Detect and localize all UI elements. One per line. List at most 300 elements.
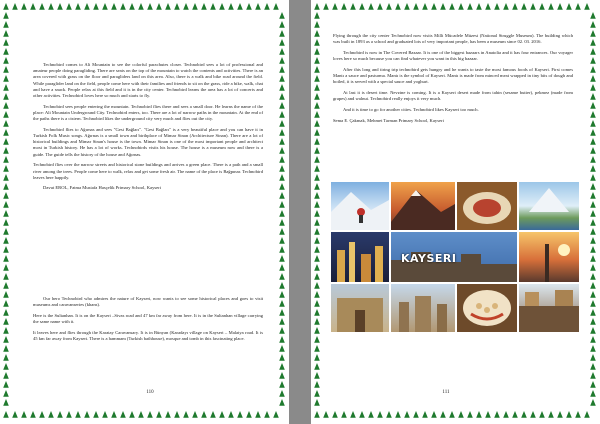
tree-ornament — [590, 165, 596, 172]
tree-ornament — [314, 147, 320, 154]
tree-ornament — [590, 363, 596, 370]
tree-ornament — [237, 411, 243, 418]
tree-ornament — [279, 165, 285, 172]
tree-ornament — [279, 75, 285, 82]
photo-ruins — [391, 284, 455, 332]
tree-ornament — [590, 120, 596, 127]
tree-ornament — [314, 372, 320, 379]
tree-ornament — [279, 138, 285, 145]
tree-ornament — [314, 264, 320, 271]
tree-ornament — [590, 174, 596, 181]
tree-ornament — [314, 156, 320, 163]
tree-ornament — [314, 237, 320, 244]
tree-ornament — [584, 3, 590, 10]
tree-ornament — [183, 411, 189, 418]
tree-ornament — [590, 48, 596, 55]
tree-ornament — [314, 219, 320, 226]
tree-ornament — [279, 210, 285, 217]
tree-ornament — [201, 3, 207, 10]
tree-ornament — [66, 411, 72, 418]
tree-ornament — [431, 411, 437, 418]
tree-ornament — [512, 3, 518, 10]
tree-ornament — [350, 411, 356, 418]
tree-ornament — [3, 84, 9, 91]
tree-ornament — [3, 48, 9, 55]
tree-ornament — [539, 411, 545, 418]
tree-ornament — [279, 336, 285, 343]
tree-ornament — [314, 345, 320, 352]
tree-ornament — [359, 3, 365, 10]
tree-ornament — [279, 174, 285, 181]
tree-ornament — [449, 3, 455, 10]
tree-ornament — [314, 120, 320, 127]
tree-ornament — [590, 264, 596, 271]
tree-ornament — [350, 3, 356, 10]
tree-ornament — [314, 183, 320, 190]
tree-ornament — [111, 3, 117, 10]
tree-ornament — [66, 3, 72, 10]
tree-ornament — [279, 237, 285, 244]
paragraph: Here is the Sultanhan. It is on the Kayseri –Sivas road and 47 km far away from here. It is in the Sultanhan village carrying the same name with it. — [33, 312, 263, 325]
tree-ornament — [279, 84, 285, 91]
tree-ornament — [314, 165, 320, 172]
kayseri-photo-collage — [331, 182, 579, 332]
tree-ornament — [102, 3, 108, 10]
tree-ornament — [590, 291, 596, 298]
tree-ornament — [93, 411, 99, 418]
tree-ornament — [30, 411, 36, 418]
tree-ornament — [314, 282, 320, 289]
tree-ornament — [314, 381, 320, 388]
tree-ornament — [138, 3, 144, 10]
tree-ornament — [255, 411, 261, 418]
tree-ornament — [279, 201, 285, 208]
left-page-lower-text — [33, 296, 263, 347]
tree-ornament — [147, 3, 153, 10]
tree-ornament — [548, 3, 554, 10]
tree-ornament — [228, 3, 234, 10]
tree-ornament — [264, 411, 270, 418]
page-number: 110 — [146, 390, 154, 395]
tree-ornament — [3, 75, 9, 82]
tree-ornament — [279, 120, 285, 127]
tree-ornament — [279, 291, 285, 298]
tree-ornament — [201, 411, 207, 418]
tree-ornament — [314, 84, 320, 91]
tree-ornament — [503, 3, 509, 10]
tree-ornament — [279, 219, 285, 226]
tree-ornament — [147, 411, 153, 418]
tree-ornament — [368, 3, 374, 10]
tree-ornament — [566, 3, 572, 10]
tree-ornament — [590, 138, 596, 145]
tree-ornament — [590, 57, 596, 64]
tree-ornament — [192, 3, 198, 10]
tree-ornament — [39, 411, 45, 418]
tree-ornament — [590, 237, 596, 244]
tree-ornament — [314, 3, 320, 10]
tree-ornament — [566, 411, 572, 418]
tree-ornament — [102, 411, 108, 418]
tree-ornament — [165, 3, 171, 10]
tree-ornament — [332, 3, 338, 10]
tree-ornament — [84, 411, 90, 418]
tree-ornament — [590, 21, 596, 28]
tree-ornament — [590, 75, 596, 82]
tree-ornament — [3, 381, 9, 388]
tree-ornament — [3, 282, 9, 289]
tree-ornament — [3, 183, 9, 190]
tree-ornament — [512, 411, 518, 418]
tree-ornament — [279, 228, 285, 235]
photo-sunset-minaret — [519, 232, 579, 282]
tree-ornament — [590, 228, 596, 235]
paragraph: Our hero Technobird who admires the nature of Kayseri, now wants to see some historical places and goes to visit museums and caravanseries (khans). — [33, 296, 263, 308]
tree-ornament — [590, 318, 596, 325]
tree-ornament — [590, 192, 596, 199]
tree-ornament — [404, 411, 410, 418]
tree-ornament — [548, 411, 554, 418]
tree-ornament — [279, 129, 285, 136]
tree-ornament — [3, 336, 9, 343]
tree-ornament — [75, 3, 81, 10]
tree-ornament — [314, 111, 320, 118]
tree-ornament — [404, 3, 410, 10]
tree-ornament — [323, 3, 329, 10]
tree-ornament — [314, 255, 320, 262]
tree-ornament — [3, 21, 9, 28]
tree-ornament — [590, 273, 596, 280]
tree-ornament — [314, 327, 320, 334]
tree-ornament — [3, 273, 9, 280]
tree-ornament — [590, 354, 596, 361]
tree-ornament — [279, 39, 285, 46]
tree-ornament — [590, 282, 596, 289]
tree-ornament — [314, 192, 320, 199]
tree-ornament — [332, 411, 338, 418]
tree-ornament — [584, 411, 590, 418]
photo-kayseri-castle — [391, 232, 517, 282]
tree-ornament — [341, 3, 347, 10]
tree-ornament — [539, 3, 545, 10]
tree-ornament — [3, 219, 9, 226]
tree-ornament — [485, 411, 491, 418]
tree-ornament — [279, 345, 285, 352]
tree-ornament — [440, 3, 446, 10]
tree-ornament — [12, 411, 18, 418]
tree-ornament — [279, 66, 285, 73]
tree-ornament — [314, 291, 320, 298]
tree-ornament — [575, 411, 581, 418]
photo-mountain-sunset — [391, 182, 455, 230]
page-number: 111 — [442, 390, 450, 395]
tree-ornament — [476, 3, 482, 10]
tree-ornament — [279, 102, 285, 109]
tree-ornament — [590, 336, 596, 343]
tree-ornament — [279, 21, 285, 28]
tree-ornament — [422, 3, 428, 10]
tree-ornament — [3, 30, 9, 37]
tree-ornament — [314, 30, 320, 37]
tree-ornament — [314, 48, 320, 55]
tree-ornament — [314, 12, 320, 19]
tree-ornament — [57, 411, 63, 418]
tree-ornament — [440, 411, 446, 418]
tree-ornament — [279, 192, 285, 199]
tree-ornament — [165, 411, 171, 418]
tree-ornament — [3, 390, 9, 397]
tree-ornament — [3, 111, 9, 118]
tree-ornament — [279, 363, 285, 370]
tree-ornament — [3, 192, 9, 199]
tree-ornament — [279, 255, 285, 262]
tree-ornament — [210, 3, 216, 10]
tree-ornament — [530, 3, 536, 10]
tree-ornament — [530, 411, 536, 418]
tree-ornament — [314, 309, 320, 316]
tree-ornament — [3, 138, 9, 145]
tree-ornament — [57, 3, 63, 10]
tree-ornament — [521, 411, 527, 418]
tree-ornament — [3, 318, 9, 325]
tree-ornament — [314, 21, 320, 28]
tree-ornament — [279, 282, 285, 289]
tree-ornament — [422, 411, 428, 418]
tree-ornament — [3, 291, 9, 298]
tree-ornament — [485, 3, 491, 10]
tree-ornament — [494, 411, 500, 418]
tree-ornament — [192, 411, 198, 418]
tree-ornament — [314, 201, 320, 208]
paragraph: Technobird comes to Ali Mountain to see the colorful parachutes closer. Technobird sees a lot of professional and amateur people doing paragliding. There are seats on the top of the mountain to watch the contents and activities. There is an area covered with grass on the floor and paragliders land on this area. Also, there is a walk and bike road around the field. While paraglider land on the field, people come here with their families and friends to sit on the grass, ride a bike, walk, chat and have a snack. People relax at this field and it is in the city center. Technobird learns the area has a lot of concerts and other activities. Technobird loves here so much and starts to fly. — [33, 62, 263, 99]
tree-ornament — [590, 66, 596, 73]
tree-ornament — [273, 411, 279, 418]
tree-ornament — [386, 411, 392, 418]
tree-ornament — [246, 411, 252, 418]
tree-ornament — [590, 345, 596, 352]
photo-food — [457, 182, 517, 230]
right-page — [311, 0, 600, 424]
tree-ornament — [48, 3, 54, 10]
tree-ornament — [590, 219, 596, 226]
paragraph: It leaves here and flies through the Karatay Caravansary. It is in Bünyan (Karadayı village on Kayseri – Malatya road. It is 45 km far away from Kayseri. There is a hammam (Turkish bathhouse), mosque and tomb in this fascinating place. — [33, 329, 263, 342]
tree-ornament — [279, 156, 285, 163]
tree-ornament — [183, 3, 189, 10]
tree-ornament — [3, 399, 9, 406]
tree-ornament — [3, 57, 9, 64]
photo-lake-mountain — [519, 182, 579, 230]
tree-ornament — [210, 411, 216, 418]
tree-ornament — [395, 3, 401, 10]
tree-ornament — [590, 129, 596, 136]
author-signature: Sema E. Çakmak, Mehmet Tarman Primary School, Kayseri — [333, 117, 444, 123]
tree-ornament — [503, 411, 509, 418]
tree-ornament — [557, 3, 563, 10]
tree-ornament — [246, 3, 252, 10]
tree-ornament — [111, 411, 117, 418]
photo-city-night — [331, 232, 389, 282]
tree-ornament — [3, 228, 9, 235]
tree-ornament — [279, 354, 285, 361]
tree-ornament — [590, 93, 596, 100]
tree-ornament — [279, 264, 285, 271]
paragraph: And it is time to go for another cities. Technobird likes Kayseri too much. — [343, 106, 479, 112]
tree-ornament — [314, 273, 320, 280]
tree-ornament — [30, 3, 36, 10]
tree-ornament — [279, 327, 285, 334]
tree-ornament — [129, 3, 135, 10]
tree-ornament — [3, 39, 9, 46]
tree-ornament — [3, 174, 9, 181]
tree-ornament — [431, 3, 437, 10]
tree-ornament — [413, 3, 419, 10]
tree-ornament — [323, 411, 329, 418]
tree-ornament — [3, 3, 9, 10]
tree-ornament — [120, 411, 126, 418]
tree-ornament — [476, 411, 482, 418]
tree-ornament — [39, 3, 45, 10]
tree-ornament — [314, 66, 320, 73]
tree-ornament — [156, 411, 162, 418]
tree-ornament — [279, 12, 285, 19]
tree-ornament — [3, 255, 9, 262]
tree-ornament — [590, 390, 596, 397]
tree-ornament — [156, 3, 162, 10]
tree-ornament — [138, 411, 144, 418]
paragraph: Flying through the city center Technobird now visits Milli Mücadele Müzesi (National Struggle Museum). The building which was built in 1893 as a school and graduated lots of very important people, has been a museum since 02. 03. 2016. — [333, 33, 573, 45]
right-page-text — [333, 33, 573, 128]
tree-ornament — [3, 411, 9, 418]
photo-historic-building — [331, 284, 389, 332]
author-signature: Davut EROL, Fatma Mustafa Hasçelik Primary School, Kayseri — [43, 185, 162, 191]
tree-ornament — [3, 93, 9, 100]
tree-ornament — [84, 3, 90, 10]
tree-ornament — [314, 411, 320, 418]
paragraph: At last it is desert time. Nevzine is coming. It is a Kayseri desert made from tahin (sesame butter), pekmez (made from grapes) and walnut. Technobird really enjoys it very much. — [333, 89, 573, 102]
tree-ornament — [314, 336, 320, 343]
tree-ornament — [590, 39, 596, 46]
tree-ornament — [590, 210, 596, 217]
tree-ornament — [129, 411, 135, 418]
tree-ornament — [279, 381, 285, 388]
tree-ornament — [314, 354, 320, 361]
tree-ornament — [314, 93, 320, 100]
tree-ornament — [3, 120, 9, 127]
tree-ornament — [279, 93, 285, 100]
tree-ornament — [219, 3, 225, 10]
tree-ornament — [590, 201, 596, 208]
tree-ornament — [458, 3, 464, 10]
tree-ornament — [279, 48, 285, 55]
tree-ornament — [264, 3, 270, 10]
tree-ornament — [590, 30, 596, 37]
tree-ornament — [21, 3, 27, 10]
tree-ornament — [467, 3, 473, 10]
tree-ornament — [174, 3, 180, 10]
tree-ornament — [174, 411, 180, 418]
tree-ornament — [590, 255, 596, 262]
tree-ornament — [279, 246, 285, 253]
tree-ornament — [590, 147, 596, 154]
tree-ornament — [219, 411, 225, 418]
tree-ornament — [3, 12, 9, 19]
tree-ornament — [494, 3, 500, 10]
tree-ornament — [413, 411, 419, 418]
tree-ornament — [279, 183, 285, 190]
tree-ornament — [557, 411, 563, 418]
tree-ornament — [3, 300, 9, 307]
paragraph: Technobird flies to Ağırnas and sees "Gesi Bağları". "Gesi Bağları" is a very beautiful place and you can have it in Turkish Folk Music songs. Ağırnas is a small town and birthplace of Mimar Sinan (Architecture Sinan). There are a lot of historical buildings and Mimar Sinan's house is the town. Mimar Sinan is one of the most important people and architect most in Turkish history. He has a lot of works. Technobirds visits his house. The house is a museum now and there is a guide. The guide tells the history of the house and Ağırnas. — [33, 126, 263, 157]
tree-ornament — [590, 309, 596, 316]
tree-ornament — [386, 3, 392, 10]
tree-ornament — [590, 183, 596, 190]
tree-ornament — [314, 39, 320, 46]
tree-ornament — [3, 354, 9, 361]
tree-ornament — [590, 246, 596, 253]
tree-ornament — [449, 411, 455, 418]
tree-ornament — [3, 156, 9, 163]
collage-caption: KAYSERI — [401, 252, 457, 265]
tree-ornament — [395, 411, 401, 418]
left-page-upper-text — [33, 62, 263, 196]
tree-ornament — [21, 411, 27, 418]
tree-ornament — [314, 300, 320, 307]
tree-ornament — [3, 345, 9, 352]
tree-ornament — [279, 57, 285, 64]
tree-ornament — [314, 246, 320, 253]
tree-ornament — [590, 327, 596, 334]
paragraph: Technobird sees people entering the mountain. Technobird flies there and sees a small door. He learns the name of the place: Ali Mountain Underground City. Technobird enters, too. There are a lot of narrow paths in the mountain. At the end of the paths there is a cistern. Technobird likes the underground city very much and flies out the city. — [33, 103, 263, 122]
tree-ornament — [521, 3, 527, 10]
tree-ornament — [75, 411, 81, 418]
tree-ornament — [590, 399, 596, 406]
tree-ornament — [279, 318, 285, 325]
tree-ornament — [590, 84, 596, 91]
tree-ornament — [3, 102, 9, 109]
tree-ornament — [12, 3, 18, 10]
tree-ornament — [467, 411, 473, 418]
tree-ornament — [48, 411, 54, 418]
tree-ornament — [314, 174, 320, 181]
tree-ornament — [279, 300, 285, 307]
tree-ornament — [279, 372, 285, 379]
tree-ornament — [3, 327, 9, 334]
tree-ornament — [590, 111, 596, 118]
tree-ornament — [377, 3, 383, 10]
tree-ornament — [3, 147, 9, 154]
photo-manti-dish — [457, 284, 517, 332]
tree-ornament — [314, 390, 320, 397]
paragraph: Technobird flies over the narrow streets and historical stone buildings and arrives a green place. There is a path and a small river among the trees. People come here to walk, relax and get some fresh air. The name of the place is Bağpınar. Technobird leaves here happily. — [33, 162, 263, 180]
tree-ornament — [590, 12, 596, 19]
tree-ornament — [314, 102, 320, 109]
tree-ornament — [93, 3, 99, 10]
tree-ornament — [314, 210, 320, 217]
tree-ornament — [314, 318, 320, 325]
tree-ornament — [314, 75, 320, 82]
tree-ornament — [279, 309, 285, 316]
tree-ornament — [3, 372, 9, 379]
tree-ornament — [279, 30, 285, 37]
tree-ornament — [590, 102, 596, 109]
tree-ornament — [314, 399, 320, 406]
tree-ornament — [377, 411, 383, 418]
tree-ornament — [3, 210, 9, 217]
tree-ornament — [3, 165, 9, 172]
paragraph: After this long and tiring trip technobird gets hungry and he wants to taste the most famous foods of Kayseri. First comes Mantı a sauce and pasturma. Mantı is the symbol of Kayseri. Mantı is made from minced meat wrapped in tiny bits of dough and boiled, it is served with a special sauce and yoghurt. — [333, 66, 573, 85]
tree-ornament — [3, 66, 9, 73]
tree-ornament — [120, 3, 126, 10]
